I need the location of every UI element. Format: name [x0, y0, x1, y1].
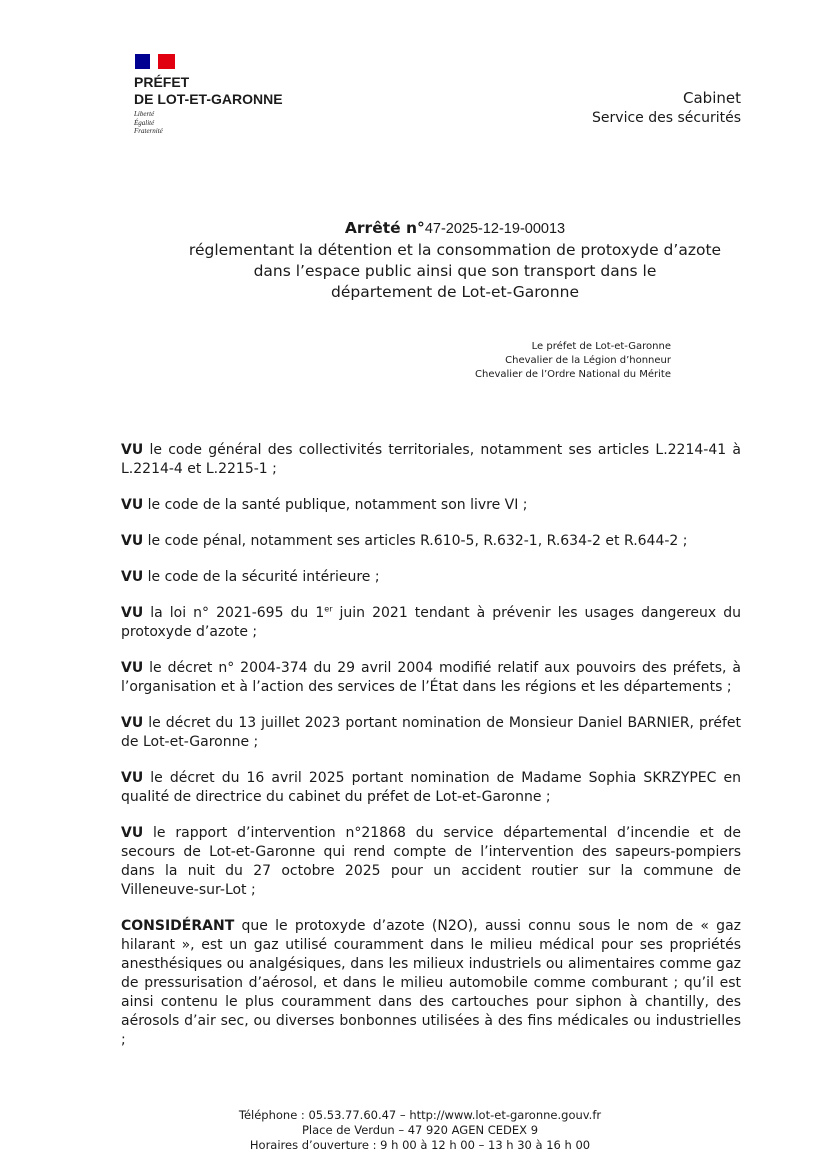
paragraph-lead: VU [121, 497, 144, 513]
arrete-number: 47-2025-12-19-00013 [424, 221, 566, 237]
paragraph-vu-decret-directrice [121, 769, 741, 807]
footer-contact: Téléphone : 05.53.77.60.47 – http://www.lot-et-garonne.gouv.fr [238, 1108, 602, 1122]
paragraph-lead: VU [121, 660, 144, 676]
paragraph-text: le code pénal, notamment ses articles R.610-5, R.632-1, R.634-2 et R.644-2 ; [143, 533, 688, 549]
page-footer [160, 1108, 680, 1153]
paragraph-vu-penal [121, 532, 741, 551]
paragraph-text: le décret du 13 juillet 2023 portant nomination de Monsieur Daniel BARNIER, préfet de Lot-et-Garonne ; [121, 715, 741, 750]
paragraph-vu-loi [121, 604, 741, 642]
motto-liberte: Liberté [134, 110, 155, 118]
paragraph-text: le code de la santé publique, notamment son livre VI ; [143, 497, 528, 513]
paragraph-vu-decret-prefet [121, 714, 741, 752]
paragraph-lead: VU [121, 770, 144, 786]
paragraph-lead: VU [121, 442, 144, 458]
motto-egalite: Égalité [134, 118, 155, 127]
paragraph-text: le rapport d’intervention n°21868 du service départemental d’incendie et de secours de Lot-et-Garonne qui rend compte de l’intervention des sapeurs-pompiers dans la nuit du 27 octobre 2025 pour un accident routier sur la commune de Villeneuve-sur-Lot ; [121, 825, 741, 898]
paragraph-vu-sante [121, 496, 741, 515]
arrete-label: Arrêté n° [344, 219, 425, 237]
paragraph-lead: VU [121, 533, 144, 549]
paragraph-lead: VU [121, 605, 144, 621]
service-header [592, 88, 741, 128]
service-cabinet: Cabinet [683, 89, 741, 107]
motto-fraternite: Fraternité [134, 127, 163, 135]
paragraph-vu-securite [121, 568, 741, 587]
title-line2: dans l’espace public ainsi que son transport dans le [253, 262, 657, 280]
paragraph-vu-decret-2004 [121, 659, 741, 697]
title-line1: réglementant la détention et la consommation de protoxyde d’azote [188, 241, 722, 259]
paragraph-lead: VU [121, 569, 144, 585]
logo-title [134, 74, 283, 108]
paragraph-lead: CONSIDÉRANT [121, 918, 235, 934]
paragraph-text: la loi n° 2021-695 du 1 [143, 605, 325, 621]
paragraph-text: le décret n° 2004-374 du 29 avril 2004 modifié relatif aux pouvoirs des préfets, à l’organisation et à l’action des services de l’État dans les régions et les départements ; [121, 660, 741, 695]
signatory-line1: Le préfet de Lot-et-Garonne [531, 341, 671, 352]
logo-title-line1: PRÉFET [134, 74, 190, 90]
paragraph-text: le code de la sécurité intérieure ; [143, 569, 380, 585]
footer-hours: Horaires d’ouverture : 9 h 00 à 12 h 00 – 13 h 30 à 16 h 00 [249, 1138, 591, 1152]
paragraph-text: le code général des collectivités territoriales, notamment ses articles L.2214-41 à L.2214-4 et L.2215-1 ; [121, 442, 741, 477]
paragraph-considerant [121, 917, 741, 1050]
signatory-line3: Chevalier de l’Ordre National du Mérite [475, 369, 671, 380]
prefecture-logo [134, 54, 283, 136]
paragraph-text: juin 2021 tendant à prévenir les usages dangereux du protoxyde d’azote ; [121, 605, 741, 640]
logo-title-line2: DE LOT-ET-GARONNE [134, 91, 283, 107]
signatory-line2: Chevalier de la Légion d’honneur [505, 355, 671, 366]
paragraph-text: le décret du 16 avril 2025 portant nomination de Madame Sophia SKRZYPEC en qualité de directrice du cabinet du préfet de Lot-et-Garonne ; [121, 770, 741, 805]
ordinal-superscript: er [324, 604, 333, 614]
french-flag-icon [135, 54, 175, 69]
paragraph-lead: VU [121, 715, 144, 731]
paragraph-vu-cgct [121, 441, 741, 479]
republic-motto [134, 110, 283, 136]
title-line3: département de Lot-et-Garonne [331, 283, 579, 301]
document-title [100, 218, 810, 303]
arrete-heading [100, 218, 810, 240]
paragraph-text: que le protoxyde d’azote (N2O), aussi connu sous le nom de « gaz hilarant », est un gaz utilisé couramment dans le milieu médical pour ses propriétés anesthésiques ou analgésiques, dans les milieux industriels ou alimentaires comme gaz de pressurisation d’aérosol, et dans le milieu automobile comme comburant ; qu’il est ainsi contenu le plus couramment dans des cartouches pour siphon à chantilly, des aérosols d’air sec, ou diverses bonbonnes utilisées à des fins médicales ou industrielles ; [121, 918, 741, 1048]
paragraph-lead: VU [121, 825, 144, 841]
service-securites: Service des sécurités [592, 110, 741, 126]
document-body [121, 441, 741, 1067]
signatory-block [475, 340, 671, 382]
paragraph-vu-rapport [121, 824, 741, 900]
footer-address: Place de Verdun – 47 920 AGEN CEDEX 9 [301, 1123, 539, 1137]
